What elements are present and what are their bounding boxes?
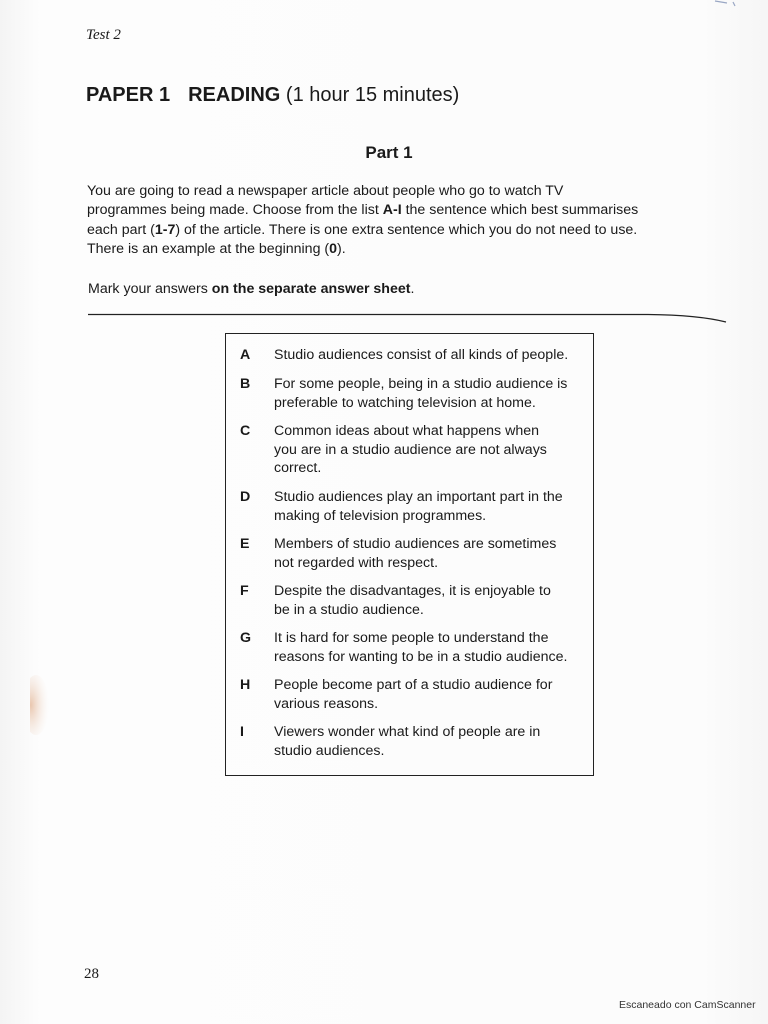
paper-title bbox=[86, 84, 459, 107]
option-text: People become part of a studio audience for various reasons. bbox=[274, 677, 553, 712]
part-title: Part 1 bbox=[365, 143, 413, 162]
section-divider bbox=[88, 313, 728, 325]
option-text: Viewers wonder what kind of people are in studio audiences. bbox=[274, 724, 541, 759]
corner-scan-mark bbox=[713, 0, 743, 8]
option-letter: A bbox=[240, 347, 251, 363]
option-letter: E bbox=[240, 536, 250, 552]
option-text: Studio audiences play an important part in the making of television programmes. bbox=[274, 489, 563, 524]
instruction-line: You are going to read a newspaper article about people who go to watch TV bbox=[87, 183, 564, 199]
option-letter: F bbox=[240, 583, 249, 599]
paper-subject: READING bbox=[188, 84, 281, 106]
instruction-line: programmes being made. Choose from the list A-I the sentence which best summarises bbox=[87, 202, 639, 219]
option-text: It is hard for some people to understand the reasons for wanting to be in a studio audience. bbox=[274, 630, 568, 665]
option-letter: B bbox=[240, 376, 251, 392]
option-text: Studio audiences consist of all kinds of people. bbox=[274, 347, 569, 363]
option-letter: D bbox=[240, 489, 251, 505]
option-letter: H bbox=[240, 677, 251, 693]
answer-sheet-instruction: Mark your answers on the separate answer sheet. bbox=[88, 281, 415, 297]
option-letter: G bbox=[240, 630, 252, 646]
option-letter: I bbox=[240, 724, 244, 740]
instruction-line: each part (1-7) of the article. There is one extra sentence which you do not need to use. bbox=[87, 221, 638, 238]
test-label: Test 2 bbox=[86, 27, 121, 43]
page-number: 28 bbox=[84, 966, 99, 982]
option-letter: C bbox=[240, 423, 251, 439]
options-box bbox=[225, 333, 594, 776]
option-text: For some people, being in a studio audience is preferable to watching television at home. bbox=[274, 376, 568, 411]
paper-number: PAPER 1 bbox=[86, 84, 171, 106]
option-text: Despite the disadvantages, it is enjoyable to be in a studio audience. bbox=[274, 583, 551, 618]
instruction-line: There is an example at the beginning (0). bbox=[87, 240, 346, 257]
option-text: Members of studio audiences are sometimes not regarded with respect. bbox=[274, 536, 557, 571]
option-text: Common ideas about what happens when you are in a studio audience are not always correct. bbox=[274, 423, 547, 476]
scanner-watermark: Escaneado con CamScanner bbox=[619, 999, 756, 1011]
scan-finger-shadow bbox=[30, 672, 50, 738]
paper-duration: (1 hour 15 minutes) bbox=[285, 84, 460, 106]
instructions bbox=[87, 182, 687, 259]
